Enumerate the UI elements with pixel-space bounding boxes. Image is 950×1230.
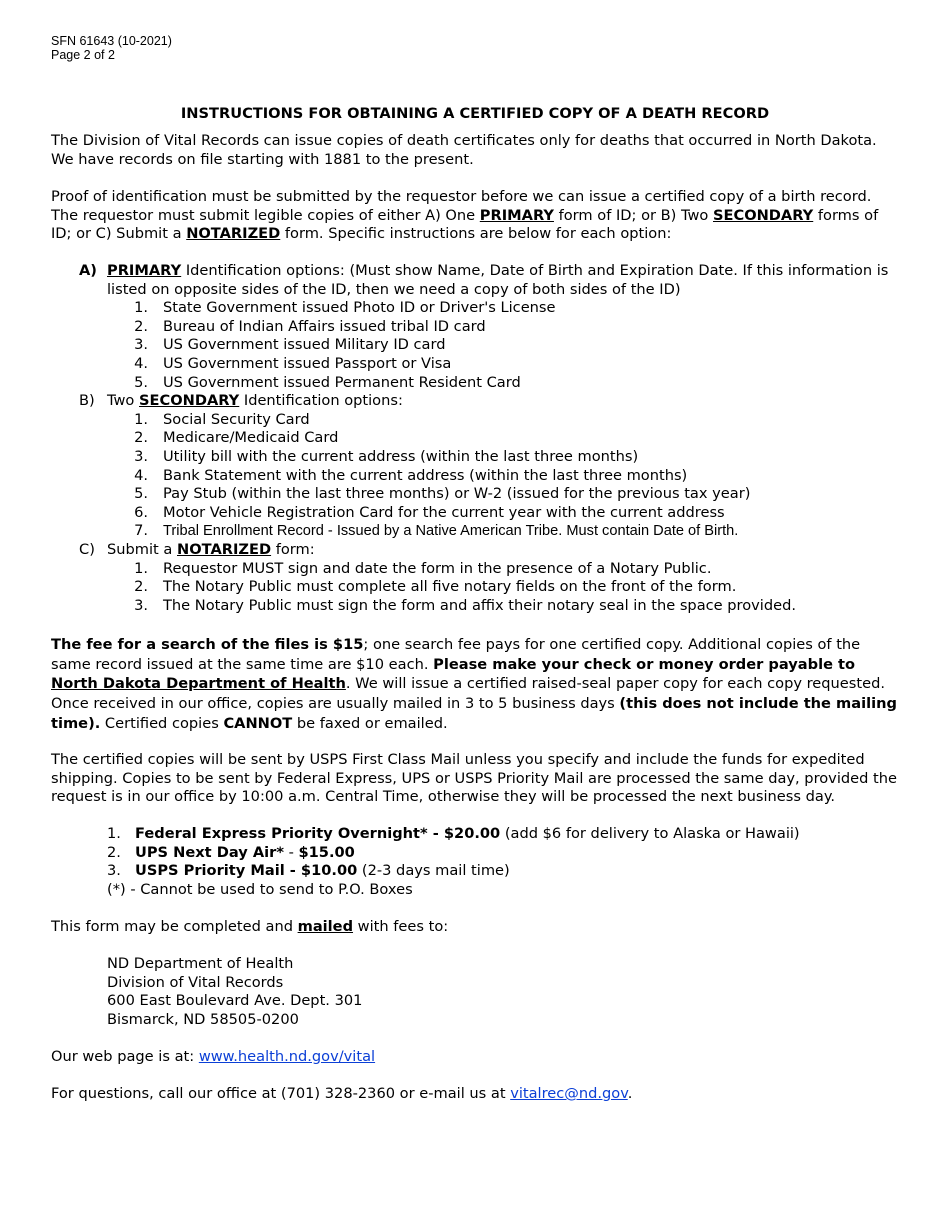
page-number: Page 2 of 2 (51, 47, 115, 62)
proof-line-2: The requestor must submit legible copies of either A) One PRIMARY form of ID; or B) Two SECONDARY forms of ID; or C) Submit a NOTARIZED form. Specific instructions are below for each option: (51, 206, 879, 243)
option-a-keyword: PRIMARY (107, 262, 182, 279)
list-item: 4. US Government issued Passport or Visa (134, 354, 452, 372)
address-line: ND Department of Health (107, 955, 294, 972)
option-a (79, 262, 909, 299)
mailing-address (107, 955, 362, 1029)
proof-paragraph (51, 188, 901, 244)
intro-paragraph: The Division of Vital Records can issue copies of death certificates only for deaths that occurred in North Dakota. We have records on file starting with 1881 to the present. (51, 132, 877, 168)
list-item: 4. Bank Statement with the current address (within the last three months) (134, 466, 688, 484)
fee-paragraph: The fee for a search of the files is $15; one search fee pays for one certified copy. Additional copies of the same record issued at the same time are $10 each. Please make your check or money order payable to North Dakota Department of Health. We will issue a certified raised-seal paper copy for each copy requested. Once received in our office, copies are usually mailed in 3 to 5 business days (this does not include the mailing time). Certified copies CANNOT be faxed or emailed. (51, 636, 897, 732)
fee-amount: The fee for a search of the files is $15 (51, 636, 364, 653)
option-b-label: B) (79, 392, 95, 410)
list-item: 1. Social Security Card (134, 410, 310, 428)
list-item: 6. Motor Vehicle Registration Card for the current year with the current address (134, 503, 725, 521)
option-a-label: A) (79, 262, 97, 279)
secondary-keyword: SECONDARY (713, 206, 814, 224)
email-link[interactable]: vitalrec@nd.gov (510, 1085, 628, 1102)
list-item: 5. Pay Stub (within the last three months) or W-2 (issued for the previous tax year) (134, 485, 751, 503)
list-item: 2. UPS Next Day Air* - $15.00 (107, 843, 355, 861)
list-item: 3. Utility bill with the current address (within the last three months) (134, 447, 639, 465)
mail-instruction: This form may be completed and mailed with fees to: (51, 918, 449, 935)
contact-line: For questions, call our office at (701) 328-2360 or e-mail us at vitalrec@nd.gov. (51, 1085, 633, 1102)
address-line: 600 East Boulevard Ave. Dept. 301 (107, 992, 363, 1010)
page-title: INSTRUCTIONS FOR OBTAINING A CERTIFIED COPY OF A DEATH RECORD (180, 105, 770, 122)
notarized-keyword: NOTARIZED (186, 225, 281, 243)
payee-name: North Dakota Department of Health (51, 675, 346, 693)
form-header (51, 35, 172, 62)
list-item: 2. Bureau of Indian Affairs issued tribal ID card (134, 317, 486, 335)
form-id: SFN 61643 (10-2021) (51, 34, 172, 48)
list-item: 1. State Government issued Photo ID or Driver's License (134, 299, 556, 317)
primary-keyword: PRIMARY (479, 206, 554, 224)
option-c: C) Submit a NOTARIZED form: (79, 540, 315, 558)
list-item: 2. The Notary Public must complete all five notary fields on the front of the form. (134, 578, 737, 596)
list-item: 3. The Notary Public must sign the form and affix their notary seal in the space provided. (134, 596, 796, 614)
option-c-keyword: NOTARIZED (177, 540, 272, 558)
website-link[interactable]: www.health.nd.gov/vital (198, 1048, 376, 1065)
proof-line-1: Proof of identification must be submitted by the requestor before we can issue a certified copy of a birth record. (51, 188, 872, 205)
option-b: B) Two SECONDARY Identification options: (79, 392, 403, 410)
list-item: 1. Federal Express Priority Overnight* - $20.00 (add $6 for delivery to Alaska or Hawaii) (107, 825, 800, 842)
shipping-note: (*) - Cannot be used to send to P.O. Boxes (107, 880, 413, 898)
shipping-paragraph: The certified copies will be sent by USPS First Class Mail unless you specify and include the funds for expedited shipping. Copies to be sent by Federal Express, UPS or USPS Priority Mail are processed the same day, provided the request is in our office by 10:00 a.m. Central Time, otherwise they will be processed the next business day. (51, 751, 897, 806)
option-a-text: Identification options: (Must show Name, Date of Birth and Expiration Date. If this information is listed on opposite sides of the ID, then we need a copy of both sides of the ID) (107, 262, 889, 298)
option-b-keyword: SECONDARY (139, 392, 240, 410)
mailed-keyword: mailed (297, 918, 354, 935)
list-item: 7. Tribal Enrollment Record - Issued by a Native American Tribe. Must contain Date of Birth. (134, 522, 739, 540)
list-item: 3. USPS Priority Mail - $10.00 (2-3 days mail time) (107, 862, 510, 880)
address-line: Division of Vital Records (107, 973, 284, 991)
address-line: Bismarck, ND 58505-0200 (107, 1010, 299, 1028)
shipping-options-list (107, 825, 800, 899)
list-item: 2. Medicare/Medicaid Card (134, 429, 339, 447)
list-item: 5. US Government issued Permanent Resident Card (134, 373, 521, 391)
list-item: 1. Requestor MUST sign and date the form in the presence of a Notary Public. (134, 559, 712, 577)
option-c-label: C) (79, 540, 95, 558)
id-options-list (79, 262, 909, 615)
list-item: 3. US Government issued Military ID card (134, 336, 446, 354)
web-page-line: Our web page is at: www.health.nd.gov/vital (51, 1048, 376, 1065)
